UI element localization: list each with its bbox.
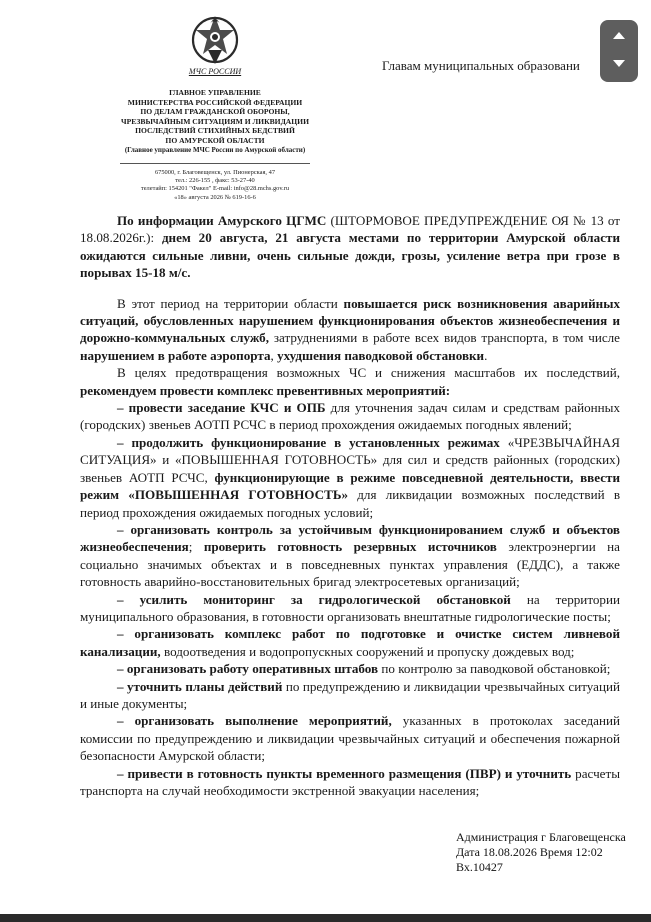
stamp-date-time: Дата 18.08.2026 Время 12:02 (456, 845, 603, 859)
list-item: – провести заседание КЧС и ОПБ для уточнения задач силам и средствам районных (городских) звеньев АОТП РСЧС в период прохождения ожидаемых погодных явлений; (80, 400, 620, 433)
contact-telegraph: телетайп: 154201 "Факел" E-mail: info@28.mchs.gov.ru (140, 185, 290, 193)
org-line: ПО АМУРСКОЙ ОБЛАСТИ (165, 135, 265, 145)
divider (120, 163, 310, 164)
list-item: – привести в готовность пункты временного размещения (ПВР) и уточнить расчеты транспорта на случай необходимости экстренной эвакуации населения; (80, 765, 620, 798)
list-item: – продолжить функционирование в установленных режимах «ЧРЕЗВЫЧАЙНАЯ СИТУАЦИЯ» и «ПОВЫШЕННАЯ ГОТОВНОСТЬ» для сил и средств районных (городских) звеньев АОТП РСЧС, функционирующие в режиме повседневной деятельности, ввести режим «ПОВЫШЕННАЯ ГОТОВНОСТЬ» для ликвидации возможных последствий в период прохождения ожидаемых погодных условий; (80, 434, 620, 520)
list-item: – организовать работу оперативных штабов по контролю за паводковой обстановкой; (117, 661, 611, 677)
organization-header (92, 88, 338, 155)
org-short-name: (Главное управление МЧС России по Амурской области) (124, 145, 306, 154)
org-line: МИНИСТЕРСТВА РОССИЙСКОЙ ФЕДЕРАЦИИ (127, 97, 303, 107)
stamp-org: Администрация г Благовещенска (456, 830, 626, 844)
page-navigation-control (600, 20, 638, 82)
org-line: ЧРЕЗВЫЧАЙНЫМ СИТУАЦИЯМ И ЛИКВИДАЦИИ (121, 116, 309, 126)
paragraph-risk: В этот период на территории области повышается риск возникновения аварийных ситуаций, обусловленных нарушением функционирования объектов жизнеобеспечения и дорожно-коммунальных служб, затруднениями в работе всех видов транспорта, в том числе нарушением в работе аэропорта, ухудшения паводковой обстановки. (80, 295, 620, 363)
scroll-down-button[interactable] (600, 51, 638, 82)
list-item: – организовать выполнение мероприятий, указанных в протоколах заседаний комиссии по предупреждению и ликвидации чрезвычайных ситуаций и обеспечения пожарной безопасности Амурской области; (80, 713, 620, 764)
paragraph-recommend: В целях предотвращения возможных ЧС и снижения масштабов их последствий, рекомендуем провести комплекс превентивных мероприятий: (80, 365, 620, 398)
org-line: ГЛАВНОЕ УПРАВЛЕНИЕ (169, 88, 261, 97)
list-item: – организовать контроль за устойчивым функционированием служб и объектов жизнеобеспечения; проверить готовность резервных источников электроэнергии на социально значимых объектах и в повседневных пунктах управления (ЕДДС), а также готовность аварийно-восстановительных бригад электросетевых организаций; (80, 521, 620, 590)
contact-address: 675000, г. Благовещенск, ул. Пионерская, 47 (154, 169, 276, 176)
bottom-bar (0, 914, 651, 922)
list-item: – усилить мониторинг за гидрологической обстановкой на территории муниципального образования, в готовности организовать внештатные гидрологические посты; (80, 591, 620, 624)
stamp-number: Вх.10427 (456, 860, 503, 874)
chevron-up-icon (613, 32, 625, 39)
emblem-caption: МЧС РОССИИ (188, 67, 242, 76)
contact-phones: тел.: 226-155 , факс: 53-27-40 (175, 177, 255, 185)
contacts (110, 169, 320, 202)
list-item: – уточнить планы действий по предупреждению и ликвидации чрезвычайных ситуаций и иные документы; (80, 678, 620, 711)
chevron-down-icon (613, 60, 625, 67)
org-line: ПОСЛЕДСТВИЙ СТИХИЙНЫХ БЕДСТВИЙ (135, 126, 295, 136)
scroll-up-button[interactable] (600, 20, 638, 51)
paragraph-forecast: По информации Амурского ЦГМС (ШТОРМОВОЕ ПРЕДУПРЕЖДЕНИЕ ОЯ № 13 от 18.08.2026г.): днем 20 августа, 21 августа местами по территории Амурской области ожидаются сильные ливни, очень сильные дожди, грозы, усиление ветра при грозе в порывах 15-18 м/с. (80, 213, 620, 281)
doc-date-number: «18» августа 2026 № 619-16-6 (174, 193, 256, 201)
addressee: Главам муниципальных образовани (382, 58, 580, 73)
list-item: – организовать комплекс работ по подготовке и очистке систем ливневой канализации, водоотведения и водопропускных сооружений и пропуску дождевых вод; (80, 626, 620, 659)
emblem-icon (188, 10, 242, 70)
org-line: ПО ДЕЛАМ ГРАЖДАНСКОЙ ОБОРОНЫ, (140, 107, 290, 117)
document-body (80, 212, 620, 799)
registration-stamp (450, 826, 646, 876)
